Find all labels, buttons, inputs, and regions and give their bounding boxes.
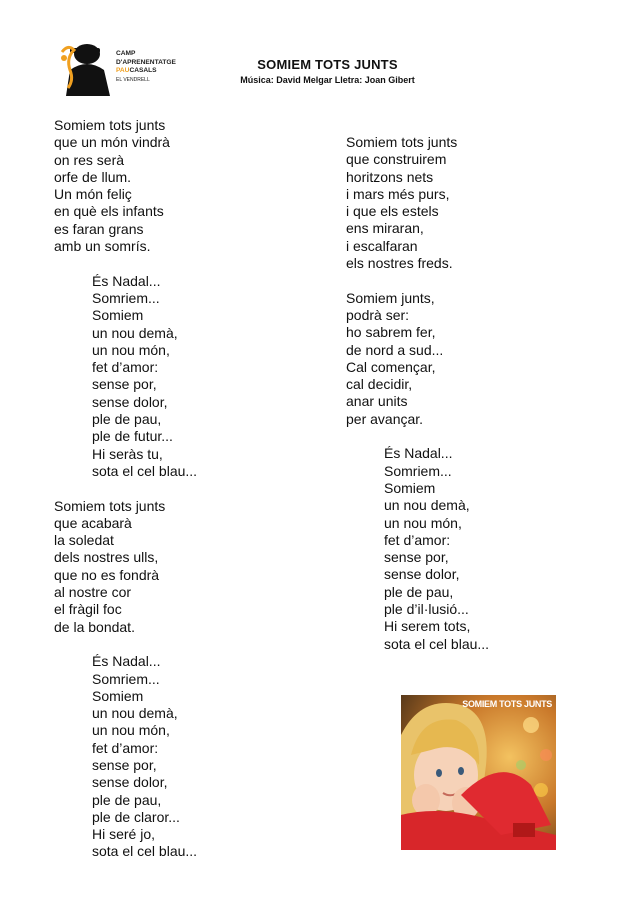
- lyric-line: anar units: [346, 393, 408, 410]
- lyric-line: És Nadal...: [384, 445, 453, 462]
- chorus-3: [346, 445, 489, 653]
- lyric-line: ens miraran,: [346, 220, 424, 237]
- logo-silhouette-icon: [60, 40, 114, 96]
- lyric-line: Somiem: [92, 307, 144, 324]
- lyric-line: un nou món,: [92, 722, 170, 739]
- lyric-line: per avançar.: [346, 410, 424, 427]
- lyric-line: ple de claror...: [92, 808, 180, 825]
- lyric-line: i mars més purs,: [346, 185, 450, 202]
- lyric-line: fet d’amor:: [92, 359, 159, 376]
- song-title: SOMIEM TOTS JUNTS: [257, 57, 398, 72]
- lyric-line: on res serà: [54, 151, 125, 168]
- lyric-line: Hi seré jo,: [92, 826, 156, 843]
- logo-line-2: D'APRENENTATGE: [116, 58, 176, 66]
- lyric-line: ple d’il·lusió...: [384, 601, 469, 618]
- logo-line-1: CAMP: [116, 50, 136, 57]
- lyric-line: Somiem tots junts: [346, 134, 458, 150]
- lyric-line: els nostres freds.: [346, 255, 453, 272]
- child-photo: [401, 695, 556, 850]
- lyric-line: que construirem: [346, 151, 447, 168]
- lyric-line: Somriem...: [92, 289, 160, 306]
- lyric-line: sota el cel blau...: [384, 635, 490, 652]
- stanza-4: [346, 290, 489, 428]
- lyric-line: Somiem: [384, 479, 436, 496]
- logo: [60, 40, 180, 96]
- page-header: [215, 57, 440, 85]
- lyric-line: fet d’amor:: [384, 531, 451, 548]
- lyric-line: És Nadal...: [92, 653, 161, 670]
- lyric-line: que acabarà: [54, 514, 132, 531]
- lyric-line: sota el cel blau...: [92, 462, 198, 479]
- lyric-line: la soledat: [54, 532, 114, 549]
- lyric-line: sota el cel blau...: [92, 843, 198, 860]
- lyric-line: ple de futur...: [92, 428, 173, 445]
- stanza-2: [54, 498, 197, 636]
- lyric-line: sense dolor,: [92, 393, 168, 410]
- stanza-3: [346, 134, 489, 272]
- lyric-line: Somiem junts,: [346, 289, 435, 306]
- lyric-line: Somriem...: [384, 462, 452, 479]
- lyric-line: ple de pau,: [384, 583, 454, 600]
- lyric-line: sense por,: [92, 756, 157, 773]
- chorus-2: [54, 653, 197, 861]
- lyric-line: Hi seràs tu,: [92, 445, 163, 462]
- lyric-line: que no es fondrà: [54, 566, 160, 583]
- song-credits: Música: David Melgar Lletra: Joan Gibert: [240, 75, 415, 85]
- lyric-line: sense por,: [384, 549, 449, 566]
- lyric-line: un nou demà,: [384, 497, 470, 514]
- lyric-line: un nou món,: [384, 514, 462, 531]
- logo-line-3a: PAU: [116, 67, 130, 75]
- lyric-line: sense dolor,: [384, 566, 460, 583]
- lyric-line: en què els infants: [54, 203, 164, 220]
- lyric-line: ple de pau,: [92, 411, 162, 428]
- lyrics-left-column: [54, 117, 197, 861]
- lyric-line: Somiem tots junts: [54, 117, 166, 133]
- lyric-line: orfe de llum.: [54, 168, 132, 185]
- lyric-line: i que els estels: [346, 203, 439, 220]
- lyrics-right-column: [346, 134, 489, 653]
- lyric-line: Somriem...: [92, 670, 160, 687]
- lyric-line: Hi serem tots,: [384, 618, 471, 635]
- lyric-line: que un món vindrà: [54, 134, 170, 151]
- lyric-line: de la bondat.: [54, 618, 135, 635]
- lyric-line: el fràgil foc: [54, 601, 122, 618]
- lyric-line: ple de pau,: [92, 791, 162, 808]
- chorus-1: [54, 273, 197, 481]
- lyric-line: un nou demà,: [92, 705, 178, 722]
- lyric-line: ho sabrem fer,: [346, 324, 436, 341]
- logo-line-4: EL VENDRELL: [116, 76, 150, 83]
- lyric-line: Somiem tots junts: [54, 497, 166, 514]
- stanza-1: [54, 117, 197, 255]
- lyric-line: amb un somrís.: [54, 238, 151, 255]
- lyric-line: cal decidir,: [346, 376, 413, 393]
- lyric-line: Somiem: [92, 687, 144, 704]
- lyric-line: es faran grans: [54, 220, 144, 237]
- child-photo-image: [401, 695, 556, 850]
- lyric-line: horitzons nets: [346, 168, 434, 185]
- lyric-line: sense por,: [92, 376, 157, 393]
- lyric-line: de nord a sud...: [346, 341, 444, 358]
- lyric-line: És Nadal...: [92, 272, 161, 289]
- lyric-line: podrà ser:: [346, 306, 410, 323]
- lyric-line: un nou món,: [92, 341, 170, 358]
- lyric-line: al nostre cor: [54, 584, 132, 601]
- photo-caption: SOMIEM TOTS JUNTS: [462, 699, 552, 709]
- lyric-line: fet d’amor:: [92, 739, 159, 756]
- lyric-line: Un món feliç: [54, 186, 132, 203]
- lyric-line: i escalfaran: [346, 237, 418, 254]
- logo-line-3b: CASALS: [129, 67, 157, 75]
- lyric-line: dels nostres ulls,: [54, 549, 159, 566]
- lyric-line: Cal començar,: [346, 358, 436, 375]
- lyric-line: sense dolor,: [92, 774, 168, 791]
- lyric-line: un nou demà,: [92, 324, 178, 341]
